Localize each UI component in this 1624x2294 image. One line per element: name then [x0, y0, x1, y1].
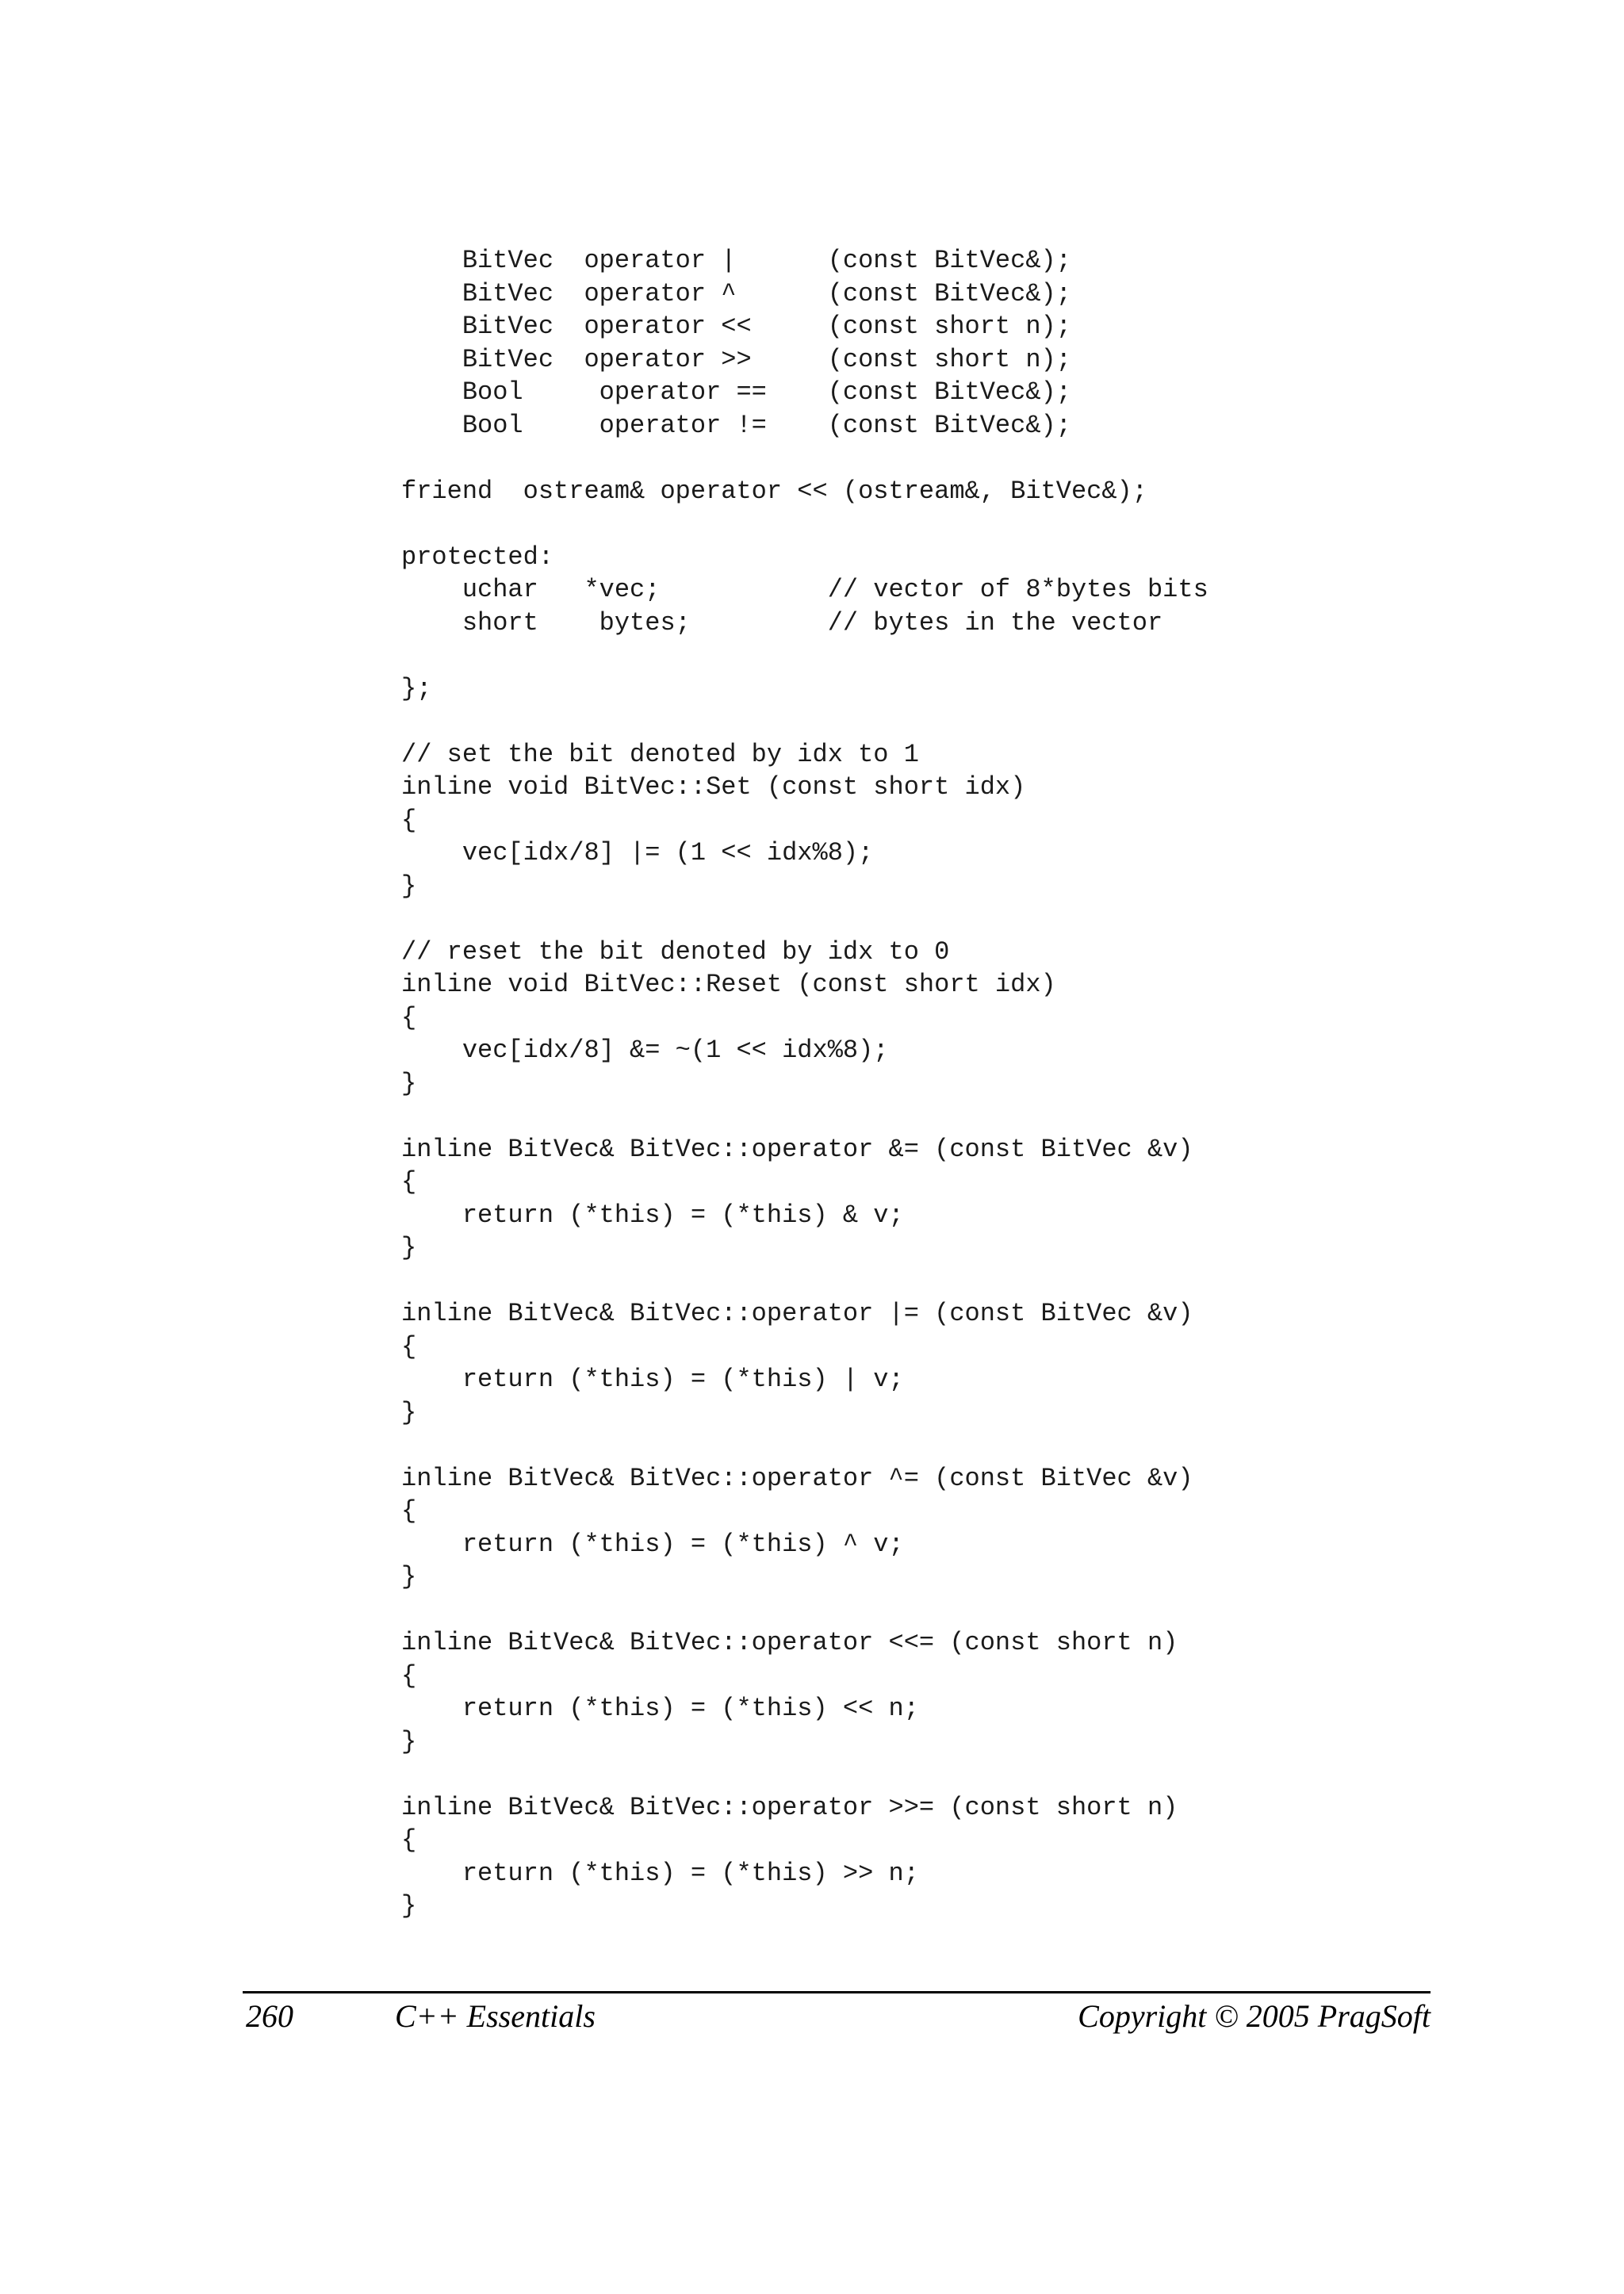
code-line: } — [401, 1233, 417, 1262]
code-line: BitVec operator | (const BitVec&); — [401, 246, 1071, 275]
code-line: // reset the bit denoted by idx to 0 — [401, 936, 950, 967]
code-line: BitVec operator << (const short n); — [401, 312, 1071, 341]
code-line: // set the bit denoted by idx to 1 — [401, 739, 919, 769]
code-line — [401, 639, 1208, 672]
code-line: BitVec operator >> (const short n); — [401, 344, 1071, 374]
code-line: inline BitVec& BitVec::operator &= (const BitVec &v) — [401, 1134, 1193, 1164]
book-title: C++ Essentials — [395, 1998, 596, 2034]
copyright-notice: Copyright © 2005 PragSoft — [1078, 1998, 1431, 2034]
code-line — [401, 442, 1208, 475]
code-line: } — [401, 1891, 417, 1921]
code-line: BitVec operator ^ (const BitVec&); — [401, 278, 1071, 308]
footer-rule — [243, 1991, 1431, 1993]
code-line: return (*this) = (*this) << n; — [401, 1694, 919, 1723]
page-number: 260 — [246, 1998, 293, 2034]
code-line: return (*this) = (*this) >> n; — [401, 1858, 919, 1888]
code-line: } — [401, 871, 417, 901]
code-line — [401, 1594, 1208, 1627]
code-line: return (*this) = (*this) | v; — [401, 1365, 904, 1394]
code-line: } — [401, 1726, 417, 1756]
code-line — [401, 1265, 1208, 1298]
code-line: return (*this) = (*this) ^ v; — [401, 1529, 904, 1559]
code-line: short bytes; // bytes in the vector — [401, 607, 1163, 638]
code-line: } — [401, 1397, 417, 1427]
code-line: { — [401, 1002, 417, 1032]
code-line: } — [401, 1068, 417, 1098]
code-line: friend ostream& operator << (ostream&, BitVec&); — [401, 476, 1147, 506]
code-listing — [401, 244, 1208, 1923]
code-line: Bool operator != (const BitVec&); — [401, 410, 1071, 440]
page-footer — [243, 1996, 1431, 2037]
code-line: inline void BitVec::Reset (const short idx) — [401, 970, 1056, 999]
code-line: protected: — [401, 542, 554, 572]
code-line — [401, 705, 1208, 738]
code-line: vec[idx/8] &= ~(1 << idx%8); — [401, 1036, 889, 1065]
code-line: inline void BitVec::Set (const short idx) — [401, 772, 1026, 802]
code-line — [401, 507, 1208, 541]
code-line: inline BitVec& BitVec::operator <<= (const short n) — [401, 1628, 1178, 1657]
code-line — [401, 902, 1208, 936]
code-line: }; — [401, 673, 432, 703]
code-line: { — [401, 1660, 417, 1691]
code-line: { — [401, 1825, 417, 1855]
code-line: return (*this) = (*this) & v; — [401, 1200, 904, 1230]
code-line: uchar *vec; // vector of 8*bytes bits — [401, 575, 1208, 604]
code-line: { — [401, 805, 417, 835]
code-line: inline BitVec& BitVec::operator ^= (const BitVec &v) — [401, 1463, 1193, 1493]
code-line: { — [401, 1496, 417, 1526]
code-line: inline BitVec& BitVec::operator >>= (const short n) — [401, 1792, 1178, 1822]
code-line: vec[idx/8] |= (1 << idx%8); — [401, 838, 874, 867]
code-line: } — [401, 1562, 417, 1591]
code-line: inline BitVec& BitVec::operator |= (const BitVec &v) — [401, 1299, 1193, 1328]
code-line: { — [401, 1331, 417, 1361]
code-line — [401, 1429, 1208, 1462]
code-line — [401, 1100, 1208, 1133]
code-line — [401, 1758, 1208, 1791]
code-line: Bool operator == (const BitVec&); — [401, 377, 1071, 407]
code-line: { — [401, 1167, 417, 1197]
